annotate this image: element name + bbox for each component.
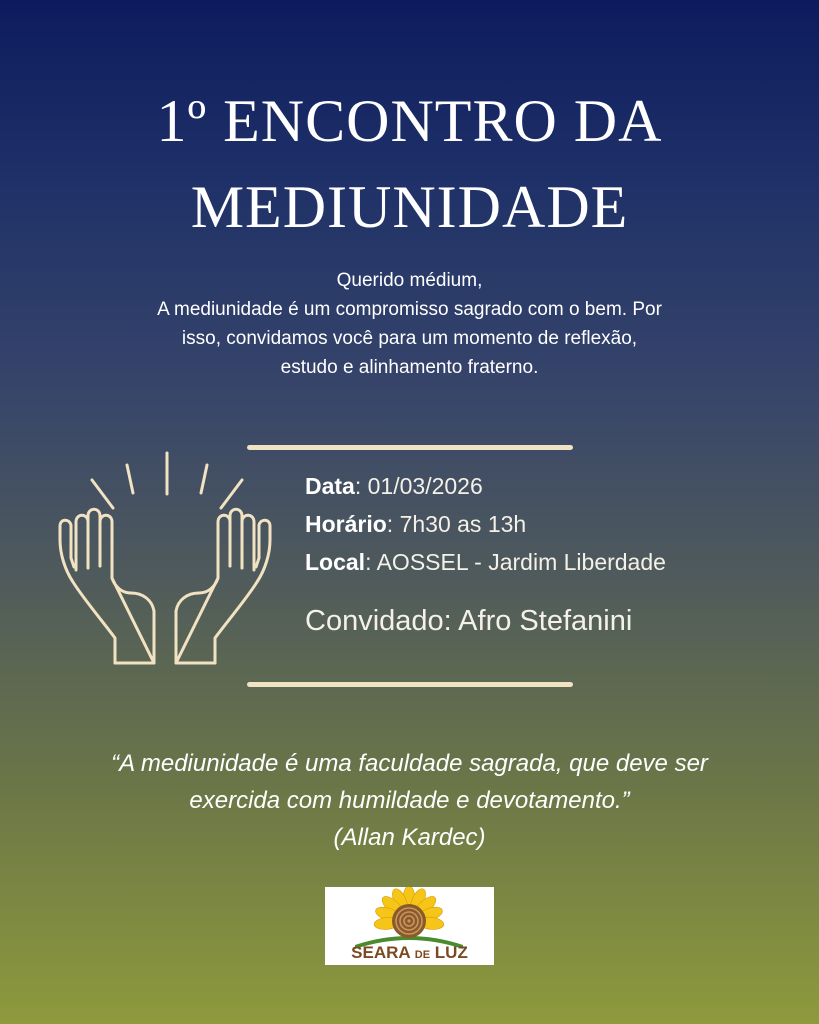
date-value: : 01/03/2026 <box>354 473 483 499</box>
logo-wordmark <box>325 943 494 965</box>
time-label: Horário <box>305 511 387 537</box>
quote-line-2: exercida com humildade e devotamento.” <box>189 787 630 814</box>
location-value: : AOSSEL - Jardim Liberdade <box>365 549 666 575</box>
time-value: : 7h30 as 13h <box>386 511 527 537</box>
seara-de-luz-logo <box>325 887 494 965</box>
intro-line-4: estudo e alinhamento fraterno. <box>280 357 539 378</box>
logo-word-seara: SEARA <box>351 943 411 962</box>
title-line-1: 1º ENCONTRO DA <box>156 88 663 154</box>
divider-bottom <box>247 682 573 687</box>
intro-line-3: isso, convidamos você para um momento de reflexão, <box>181 328 638 349</box>
logo-word-de: DE <box>414 949 431 961</box>
event-date <box>305 467 785 505</box>
logo-word-luz: LUZ <box>434 943 468 962</box>
quote <box>40 745 779 856</box>
location-label: Local <box>305 549 366 575</box>
event-details <box>305 467 785 641</box>
intro-message <box>60 266 759 382</box>
quote-author: (Allan Kardec) <box>333 824 486 851</box>
event-title <box>0 78 819 250</box>
event-guest: Convidado: Afro Stefanini <box>305 605 633 637</box>
quote-line-1: “A mediunidade é uma faculdade sagrada, que deve ser <box>111 750 708 777</box>
divider-top <box>247 445 573 450</box>
raised-hands-icon <box>55 450 275 670</box>
date-label: Data <box>305 473 355 499</box>
event-time <box>305 505 785 543</box>
intro-greeting: Querido médium, <box>336 270 483 291</box>
title-line-2: MEDIUNIDADE <box>190 174 629 240</box>
intro-line-2: A mediunidade é um compromisso sagrado com o bem. Por <box>157 299 662 320</box>
event-location <box>305 543 785 581</box>
